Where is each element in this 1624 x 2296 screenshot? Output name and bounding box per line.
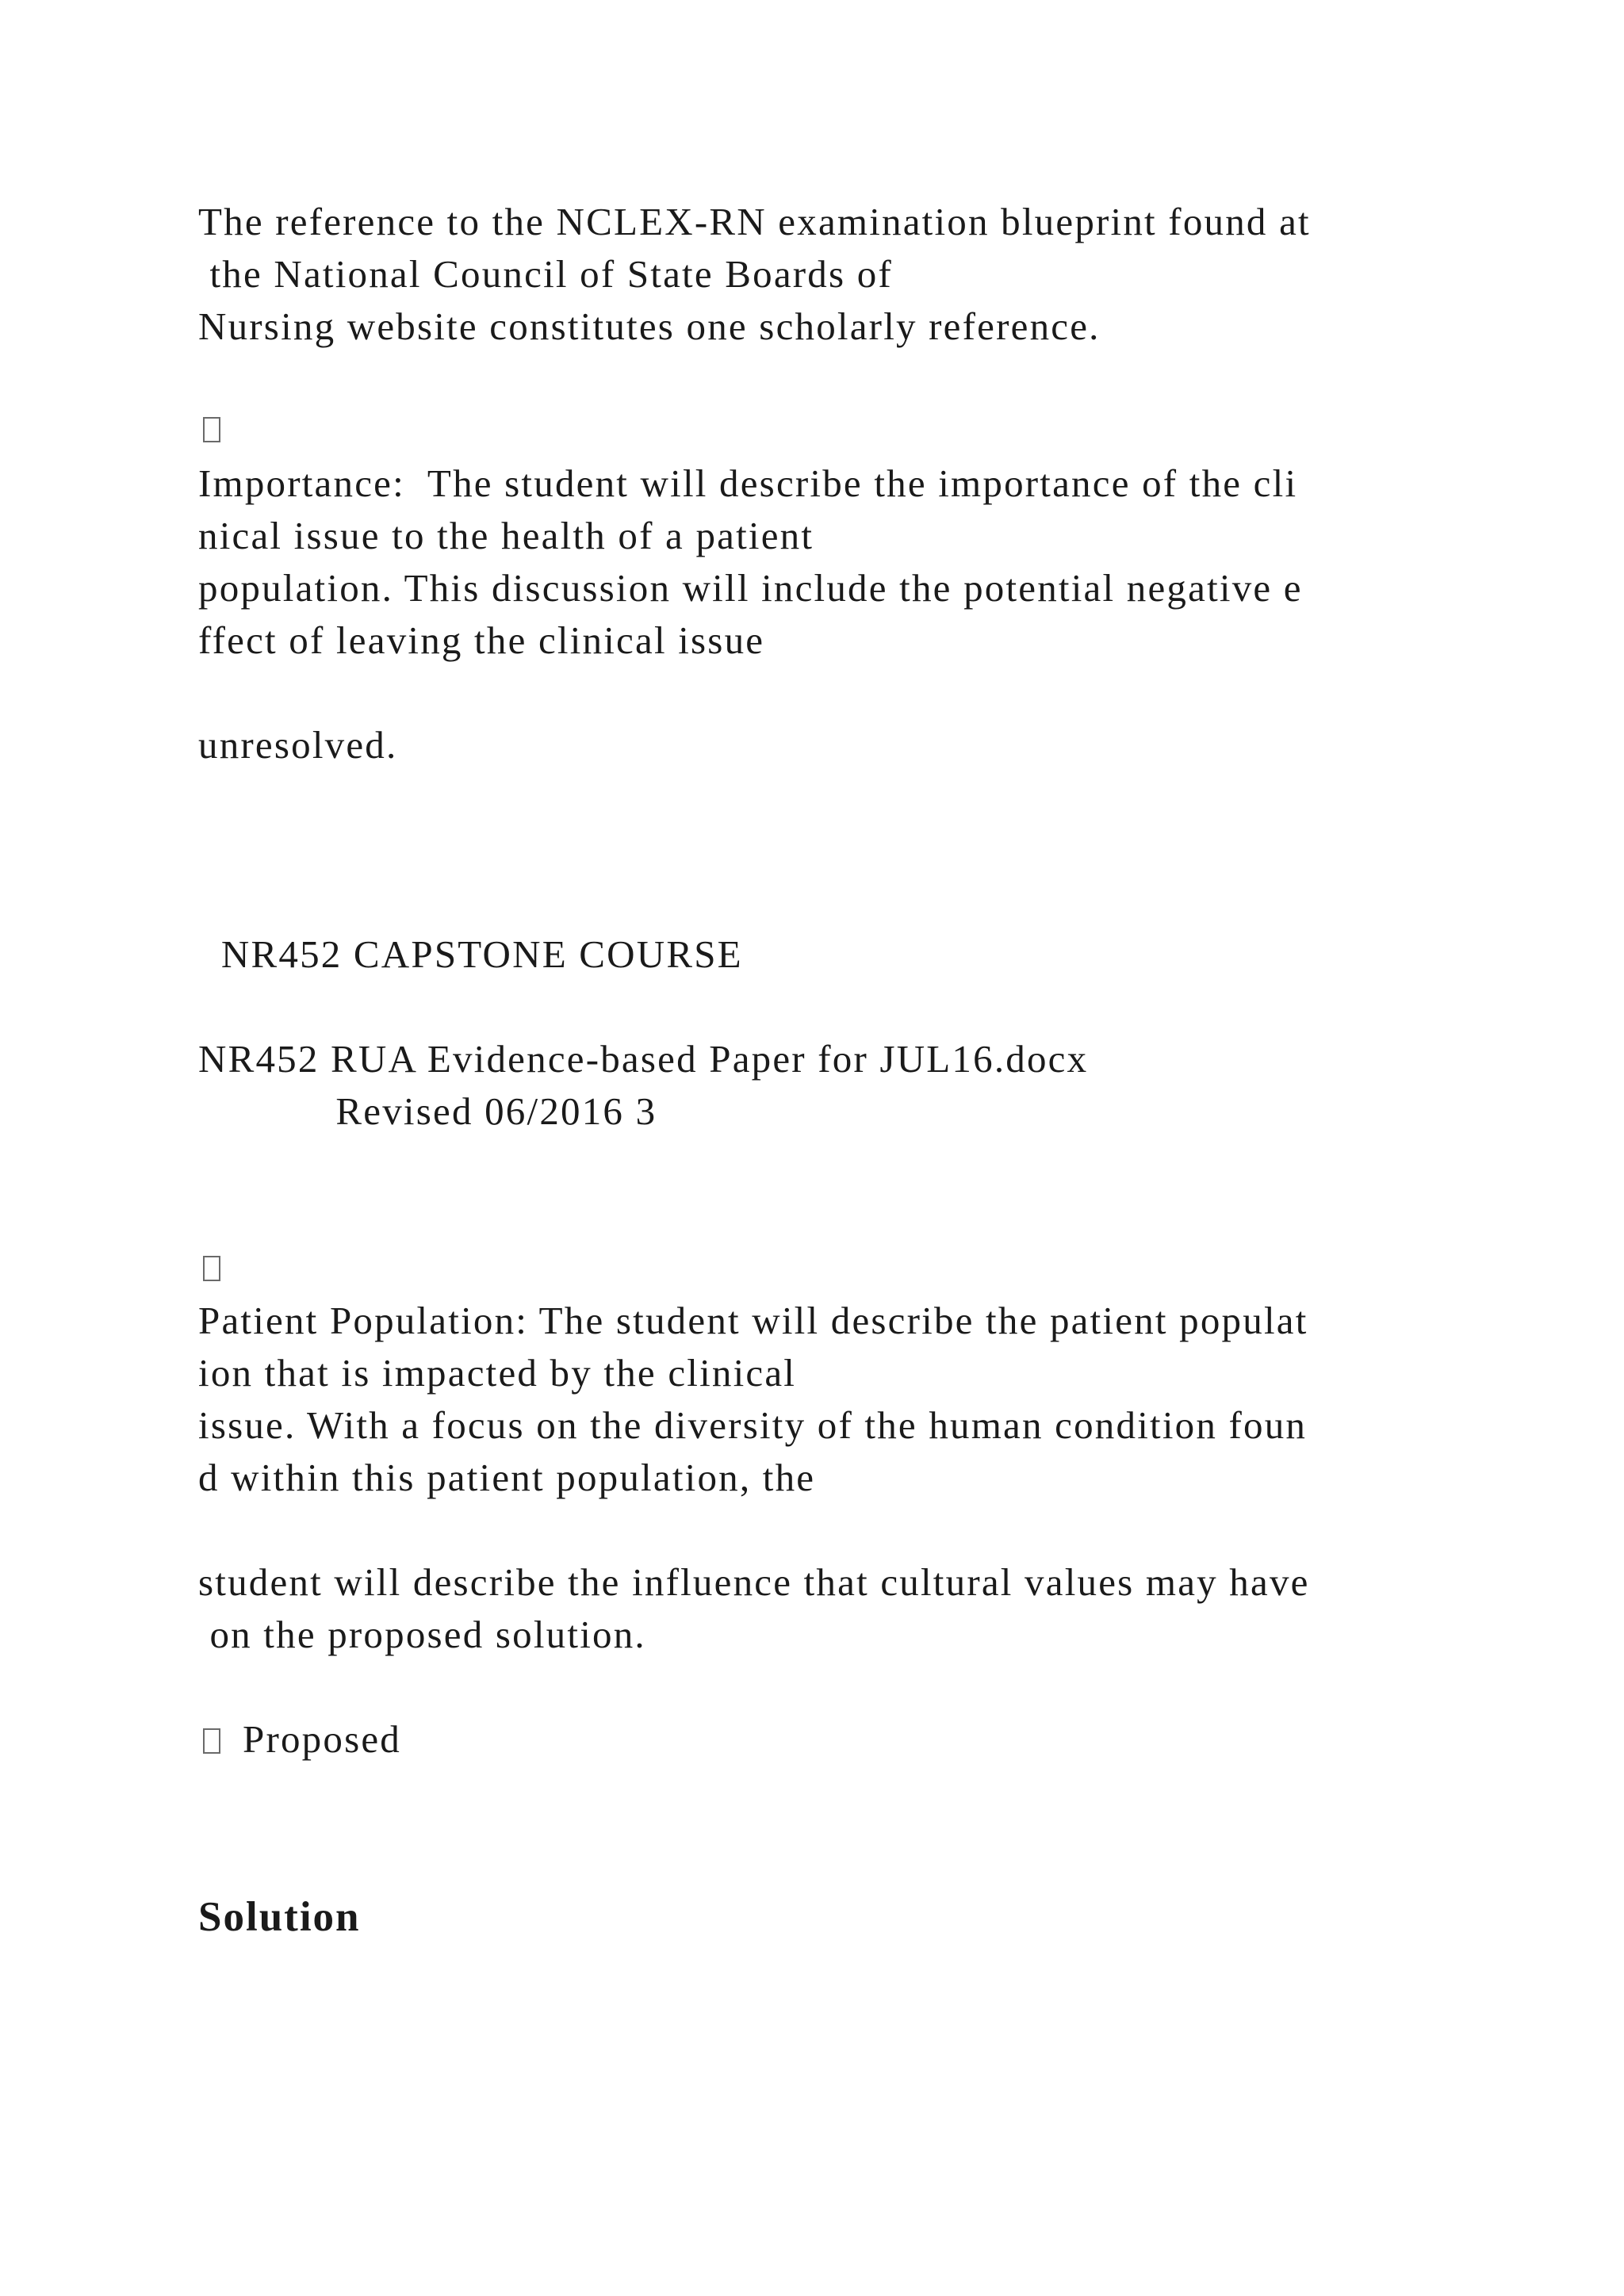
population-line-4: d within this patient population, the [198,1456,816,1499]
footer-revision: Revised 06/2016 3 [198,1089,657,1133]
population-line-1: Patient Population: The student will describe the patient populat [198,1299,1308,1342]
missing-glyph-box-icon [203,1256,220,1281]
importance-line-1: Importance: The student will describe the importance of the cli [198,461,1298,505]
proposed-label: Proposed [243,1717,401,1761]
population-line-3: issue. With a focus on the diversity of the human condition foun [198,1403,1308,1447]
importance-line-2: nical issue to the health of a patient [198,514,814,557]
reference-line-3: Nursing website constitutes one scholarly reference. [198,304,1101,348]
importance-line-5: unresolved. [198,723,398,767]
population-line-6: on the proposed solution. [198,1613,646,1656]
importance-line-4: ffect of leaving the clinical issue [198,618,765,662]
footer-filename: NR452 RUA Evidence-based Paper for JUL16.docx [198,1037,1089,1081]
missing-glyph-box-icon [203,417,220,442]
solution-heading: Solution [198,1894,361,1940]
population-line-2: ion that is impacted by the clinical [198,1351,797,1395]
footer-course-title: NR452 CAPSTONE COURSE [198,932,743,976]
reference-line-1: The reference to the NCLEX-RN examination blueprint found at [198,200,1311,243]
population-line-5: student will describe the influence that cultural values may have [198,1560,1310,1604]
reference-line-2: the National Council of State Boards of [198,252,893,296]
proposed-line [198,1717,401,1761]
missing-glyph-box-icon [203,1728,220,1754]
importance-line-3: population. This discussion will include the potential negative e [198,566,1303,610]
